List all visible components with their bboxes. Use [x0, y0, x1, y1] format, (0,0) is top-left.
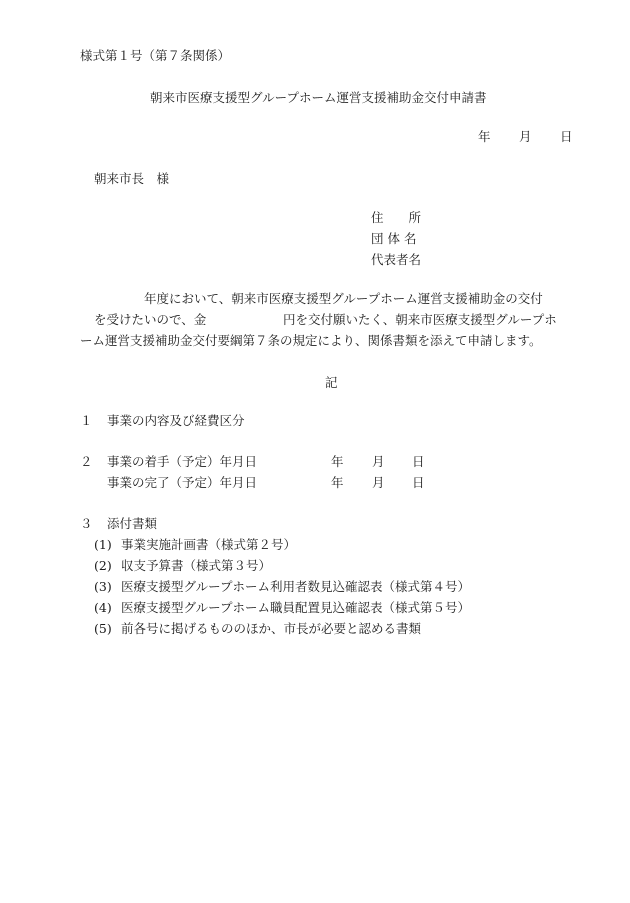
section-3-label: 添付書類 — [107, 516, 158, 531]
section-2-number: ２ — [80, 454, 93, 469]
attachment-2-number: (2) — [94, 558, 112, 573]
section-3-number: ３ — [80, 516, 93, 531]
start-year-label: 年 — [331, 454, 344, 469]
attachment-2-text: 収支予算書（様式第３号） — [121, 558, 272, 573]
end-day-label: 日 — [412, 475, 425, 490]
end-year-label: 年 — [331, 475, 344, 490]
form-number: 様式第１号（第７条関係） — [80, 48, 231, 63]
date-month-label: 月 — [519, 129, 532, 144]
attachment-3-text: 医療支援型グループホーム利用者数見込確認表（様式第４号） — [121, 579, 471, 594]
representative-label: 代表者名 — [371, 252, 422, 267]
attachment-4-number: (4) — [94, 600, 112, 615]
attachment-1-text: 事業実施計画書（様式第２号） — [121, 537, 297, 552]
body-line-2a: を受けたいので、金 — [94, 312, 207, 327]
form-title: 朝来市医療支援型グループホーム運営支援補助金交付申請書 — [150, 90, 487, 105]
date-year-label: 年 — [478, 129, 491, 144]
date-day-label: 日 — [560, 129, 573, 144]
organization-label: 団 体 名 — [371, 231, 417, 246]
end-month-label: 月 — [372, 475, 385, 490]
attachment-5-number: (5) — [94, 621, 112, 636]
section-1-number: １ — [80, 413, 93, 428]
attachment-4-text: 医療支援型グループホーム職員配置見込確認表（様式第５号） — [121, 600, 471, 615]
start-date-label: 事業の着手（予定）年月日 — [107, 454, 258, 469]
section-1-label: 事業の内容及び経費区分 — [107, 413, 245, 428]
attachment-3-number: (3) — [94, 579, 112, 594]
body-line-3: ーム運営支援補助金交付要綱第７条の規定により、関係書類を添えて申請します。 — [80, 333, 542, 348]
attachment-5-text: 前各号に掲げるもののほか、市長が必要と認める書類 — [121, 621, 422, 636]
attachment-1-number: (1) — [94, 537, 112, 552]
start-day-label: 日 — [412, 454, 425, 469]
addressee: 朝来市長 様 — [94, 171, 170, 186]
address-label: 住 所 — [371, 210, 422, 225]
ki-heading: 記 — [325, 375, 338, 390]
body-line-1: 年度において、朝来市医療支援型グループホーム運営支援補助金の交付 — [144, 291, 543, 306]
body-line-2b: 円を交付願いたく、朝来市医療支援型グループホ — [283, 312, 557, 327]
start-month-label: 月 — [372, 454, 385, 469]
end-date-label: 事業の完了（予定）年月日 — [107, 475, 258, 490]
